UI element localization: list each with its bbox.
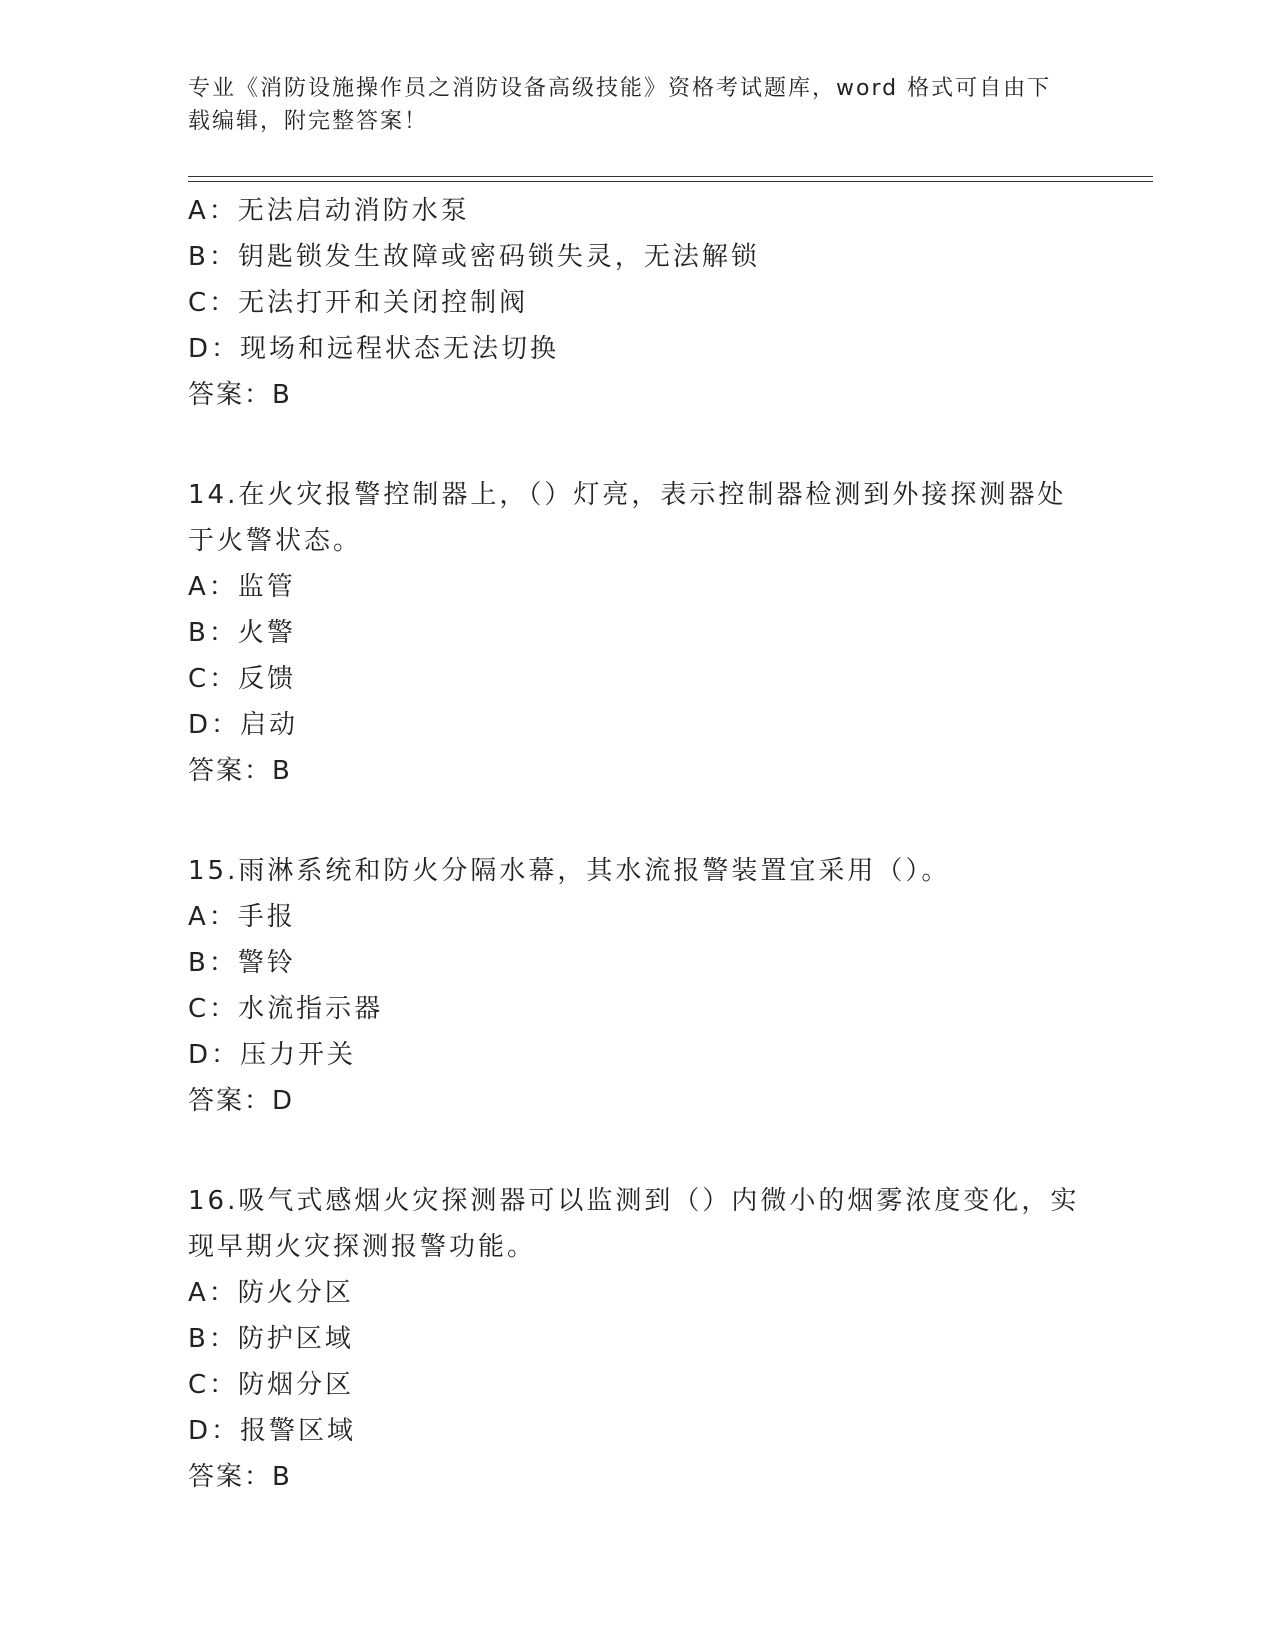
option-b: B：防护区域: [188, 1324, 354, 1354]
option-b: B：钥匙锁发生故障或密码锁失灵，无法解锁: [188, 242, 760, 272]
answer: 答案：B: [188, 380, 292, 410]
question-stem: 16.吸气式感烟火灾探测器可以监测到（）内微小的烟雾浓度变化，实现早期火灾探测报警功能。: [188, 1186, 1080, 1262]
option-d: D：现场和远程状态无法切换: [188, 334, 560, 364]
option-c: C：水流指示器: [188, 994, 384, 1024]
question-14: [188, 472, 1088, 794]
answer: 答案：B: [188, 1462, 292, 1492]
option-b: B：火警: [188, 618, 296, 648]
header-line-1: 专业《消防设施操作员之消防设备高级技能》资格考试题库，word 格式可自由下: [188, 76, 1052, 101]
question-15: [188, 848, 1088, 1124]
option-a: A：无法启动消防水泵: [188, 196, 470, 226]
question-16: [188, 1178, 1088, 1500]
header-divider-top: [188, 176, 1153, 177]
option-a: A：防火分区: [188, 1278, 354, 1308]
answer: 答案：D: [188, 1086, 295, 1116]
option-c: C：防烟分区: [188, 1370, 355, 1400]
option-a: A：监管: [188, 572, 296, 602]
question-stem: 15.雨淋系统和防火分隔水幕，其水流报警装置宜采用（）。: [188, 856, 951, 886]
answer: 答案：B: [188, 756, 292, 786]
option-b: B：警铃: [188, 948, 296, 978]
question-stem: 14.在火灾报警控制器上，（）灯亮，表示控制器检测到外接探测器处于火警状态。: [188, 480, 1067, 556]
question-13-continued: [188, 188, 1088, 418]
option-a: A：手报: [188, 902, 296, 932]
header-line-2: 载编辑，附完整答案！: [188, 109, 429, 134]
option-c: C：无法打开和关闭控制阀: [188, 288, 529, 318]
option-d: D：启动: [188, 710, 299, 740]
option-d: D：报警区域: [188, 1416, 357, 1446]
header-divider-bottom: [188, 181, 1153, 182]
option-c: C：反馈: [188, 664, 297, 694]
document-header: [188, 72, 1068, 138]
question-list: [188, 188, 1088, 1554]
option-d: D：压力开关: [188, 1040, 357, 1070]
